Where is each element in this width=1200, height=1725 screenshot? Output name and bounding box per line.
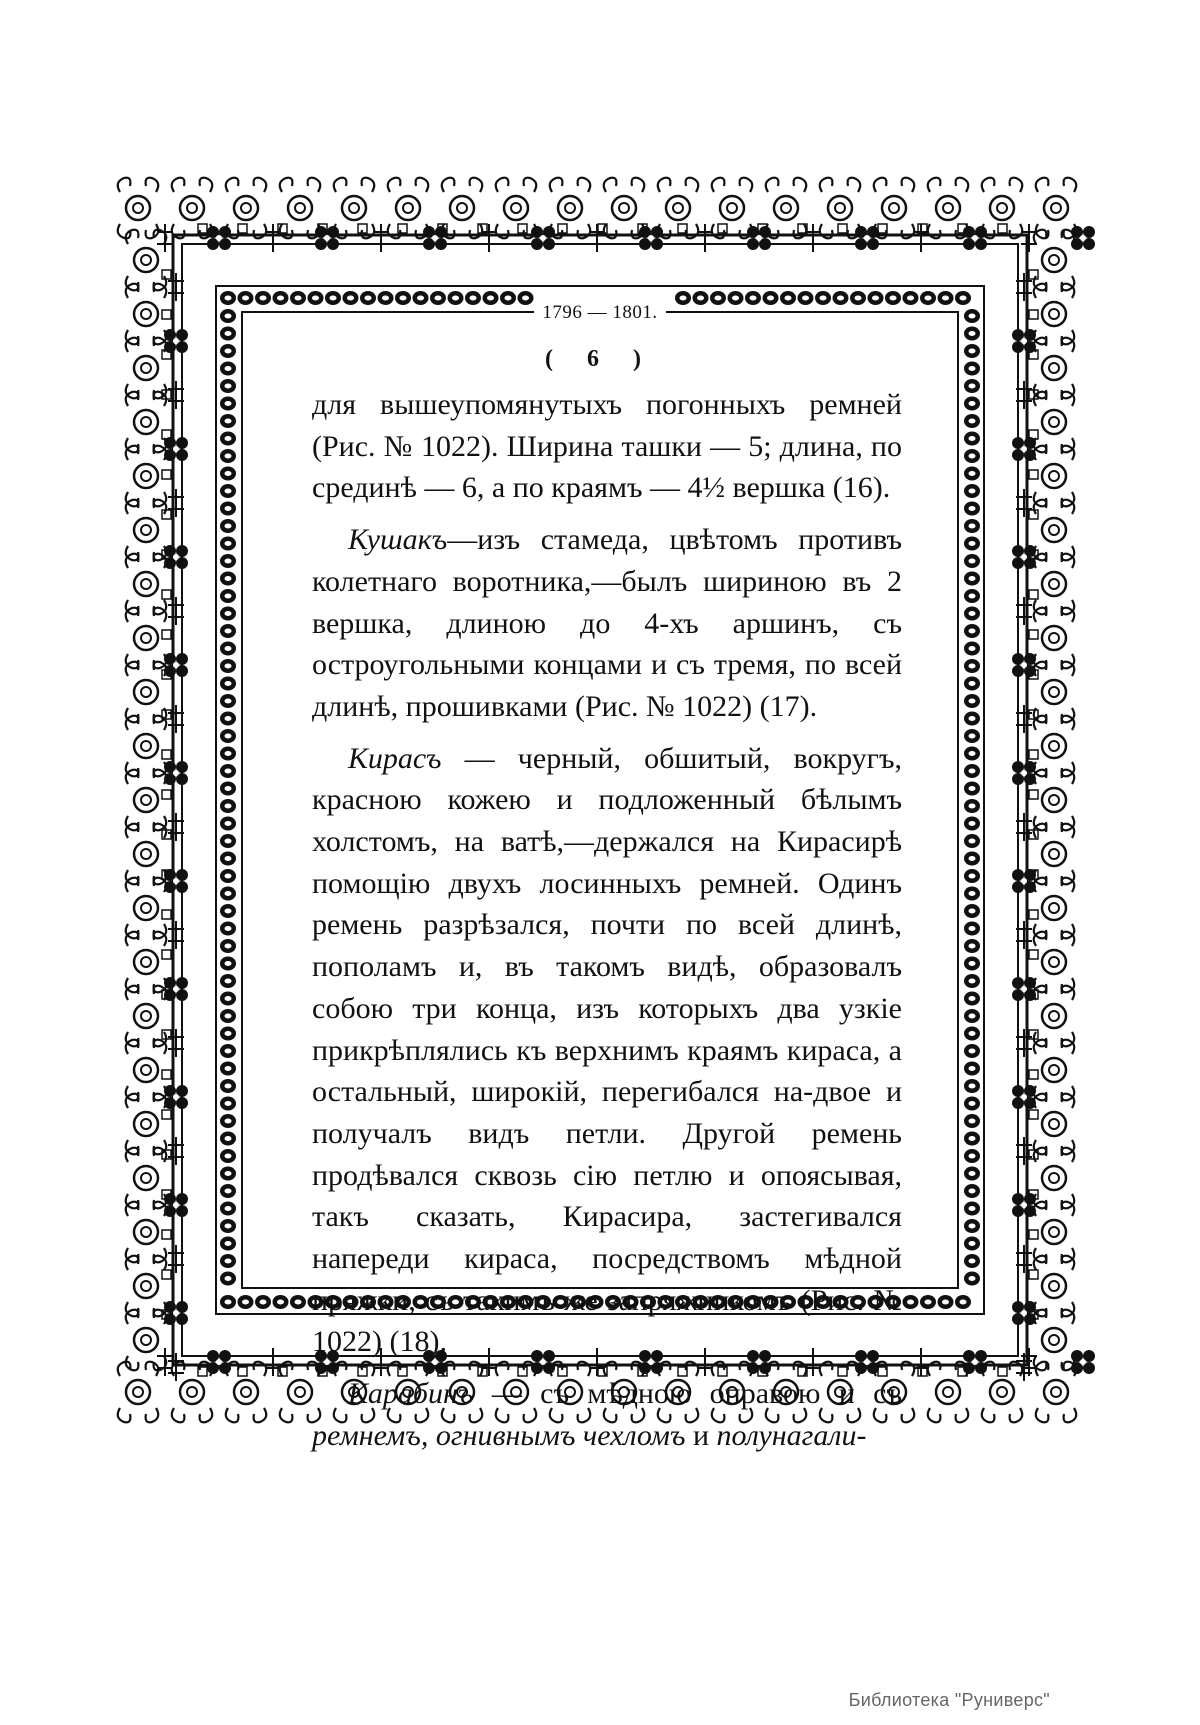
chain-link — [964, 309, 980, 323]
chain-link — [964, 1149, 980, 1163]
chain-link — [964, 747, 980, 761]
chain-link — [220, 554, 236, 568]
page-number: ( 6 ) — [545, 346, 655, 372]
chain-link — [964, 659, 980, 673]
ornament-scroll — [1034, 878, 1075, 939]
ornament-scroll — [126, 230, 167, 291]
ornament-scroll — [928, 178, 969, 239]
chain-link — [938, 1295, 954, 1309]
ornament-scroll — [126, 1202, 167, 1263]
ornament-scroll — [388, 178, 429, 239]
ornament-scroll — [126, 662, 167, 723]
chain-link — [220, 1149, 236, 1163]
chain-link — [964, 327, 980, 341]
ornament-scroll — [126, 1094, 167, 1155]
ornament-flower — [697, 224, 713, 252]
chain-link — [964, 1202, 980, 1216]
ornament-scroll — [874, 178, 915, 239]
chain-link — [220, 537, 236, 551]
ornament-scroll — [1034, 824, 1075, 885]
chain-link — [903, 1295, 919, 1309]
chain-link — [238, 1295, 254, 1309]
chain-link — [964, 1079, 980, 1093]
ornament-scroll — [1034, 716, 1075, 777]
chain-link — [220, 1272, 236, 1286]
chain-link — [964, 607, 980, 621]
chain-link — [220, 922, 236, 936]
ornament-flower — [423, 226, 447, 250]
ornament-flower — [1012, 1301, 1036, 1325]
paragraph-1 — [312, 384, 902, 509]
chain-link — [964, 904, 980, 918]
chain-link — [964, 414, 980, 428]
ornament-scroll — [126, 392, 167, 453]
chain-link — [220, 1202, 236, 1216]
chain-link — [964, 1097, 980, 1111]
ornament-flower — [164, 653, 188, 677]
ornament-scroll — [1034, 446, 1075, 507]
paragraph-3-lead: Кирасъ — [348, 741, 442, 775]
chain-link — [964, 869, 980, 883]
chain-link — [220, 1295, 236, 1309]
ornament-scroll — [126, 446, 167, 507]
chain-link — [964, 939, 980, 953]
chain-link — [964, 974, 980, 988]
ornament-flower — [639, 226, 663, 250]
ornament-scroll — [766, 178, 807, 239]
ornament-scroll — [1034, 392, 1075, 453]
ornament-flower — [531, 226, 555, 250]
chain-link — [220, 957, 236, 971]
ornament-scroll — [126, 878, 167, 939]
paragraph-1-text: для вышеупомянутыхъ погонныхъ ремней (Рис. № 1022). Ширина ташки — 5; длина, по срединѣ — 6, а по краямъ — 4½ вершка (16). — [312, 388, 902, 505]
chain-link — [964, 1114, 980, 1128]
chain-link — [964, 1009, 980, 1023]
chain-link — [964, 834, 980, 848]
ornament-scroll — [126, 608, 167, 669]
ornament-scroll — [1034, 284, 1075, 345]
chain-link — [964, 537, 980, 551]
ornament-scroll — [126, 1148, 167, 1209]
chain-link — [964, 589, 980, 603]
chain-link — [220, 1044, 236, 1058]
chain-link — [220, 291, 236, 305]
chain-link — [220, 1184, 236, 1198]
chain-link — [220, 589, 236, 603]
ornament-flower — [1012, 437, 1036, 461]
body-text — [312, 384, 902, 1457]
ornament-scroll — [126, 716, 167, 777]
chain-link — [964, 1272, 980, 1286]
ornament-scroll — [1034, 770, 1075, 831]
ornament-scroll — [982, 1362, 1023, 1423]
ornament-scroll — [820, 178, 861, 239]
chain-link — [220, 572, 236, 586]
ornament-scroll — [1034, 1148, 1075, 1209]
chain-link — [220, 869, 236, 883]
chain-link — [964, 852, 980, 866]
ornament-scroll — [226, 1362, 267, 1423]
chain-link — [220, 397, 236, 411]
ornament-flower — [855, 226, 879, 250]
ornament-flower — [481, 224, 497, 252]
chain-link — [964, 379, 980, 393]
chain-link — [964, 1027, 980, 1041]
chain-link — [220, 309, 236, 323]
ornament-flower — [164, 761, 188, 785]
ornament-flower — [164, 437, 188, 461]
ornament-flower — [164, 1301, 188, 1325]
paragraph-4-join: и — [692, 1418, 710, 1452]
chain-link — [220, 799, 236, 813]
ornament-scroll — [126, 824, 167, 885]
chain-link — [220, 1027, 236, 1041]
paragraph-4-lead: Карабинъ — [348, 1377, 474, 1411]
ornament-flower — [164, 977, 188, 1001]
ornament-scroll — [226, 178, 267, 239]
ornament-scroll — [172, 178, 213, 239]
ornament-flower — [1012, 977, 1036, 1001]
chain-link — [964, 449, 980, 463]
chain-link — [964, 817, 980, 831]
chain-link — [220, 642, 236, 656]
running-header — [250, 299, 950, 327]
chain-link — [964, 642, 980, 656]
chain-link — [220, 712, 236, 726]
chain-link — [220, 624, 236, 638]
chain-link — [290, 1295, 306, 1309]
chain-link — [220, 834, 236, 848]
chain-link — [964, 1062, 980, 1076]
chain-link — [964, 957, 980, 971]
chain-link — [964, 677, 980, 691]
chain-link — [220, 519, 236, 533]
chain-link — [220, 432, 236, 446]
paragraph-3 — [312, 738, 902, 1364]
ornament-scroll — [1034, 500, 1075, 561]
chain-link — [964, 694, 980, 708]
chain-link — [964, 992, 980, 1006]
library-credit: Библиотека "Руниверс" — [848, 1690, 1050, 1710]
chain-link — [220, 992, 236, 1006]
paragraph-4-italic-end: полунагали- — [716, 1418, 867, 1452]
chain-link — [220, 974, 236, 988]
ornament-scroll — [126, 986, 167, 1047]
paragraph-4-italic-tail: ремнемъ, огнивнымъ чехломъ — [312, 1418, 686, 1452]
ornament-scroll — [118, 178, 159, 239]
chain-link — [964, 922, 980, 936]
chain-link — [964, 624, 980, 638]
chain-link — [220, 1009, 236, 1023]
paragraph-4 — [312, 1373, 902, 1456]
chain-link — [964, 799, 980, 813]
chain-link — [964, 1132, 980, 1146]
chain-link — [220, 1219, 236, 1233]
chain-link — [964, 1167, 980, 1181]
chain-link — [964, 782, 980, 796]
ornament-flower — [164, 869, 188, 893]
chain-link — [964, 1254, 980, 1268]
ornament-scroll — [550, 178, 591, 239]
chain-link — [220, 677, 236, 691]
ornament-flower — [164, 1085, 188, 1109]
ornament-scroll — [126, 284, 167, 345]
ornament-scroll — [1034, 1094, 1075, 1155]
chain-link — [220, 747, 236, 761]
chain-link — [220, 414, 236, 428]
ornament-scroll — [1034, 608, 1075, 669]
ornament-flower — [207, 1350, 231, 1374]
paragraph-2-lead: Кушакъ — [348, 523, 448, 557]
chain-link — [220, 1254, 236, 1268]
header-years: 1796 — 1801. — [534, 302, 665, 324]
chain-link — [220, 1167, 236, 1181]
chain-link — [964, 764, 980, 778]
chain-link — [220, 939, 236, 953]
ornament-flower — [157, 224, 173, 252]
chain-link — [220, 659, 236, 673]
chain-link — [220, 449, 236, 463]
ornament-scroll — [1034, 1202, 1075, 1263]
chain-link — [964, 432, 980, 446]
ornament-flower — [373, 224, 389, 252]
ornament-scroll — [442, 178, 483, 239]
ornament-scroll — [126, 932, 167, 993]
ornament-scroll — [1034, 1256, 1075, 1317]
chain-link — [220, 327, 236, 341]
paragraph-3-text: — черный, обшитый, вокругъ, красною кожею и подложенный бѣлымъ холстомъ, на ватѣ,—держался на Кирасирѣ помощію двухъ лосинныхъ ремней. Одинъ ремень разрѣзался, почти по всей длинѣ, пополамъ и, въ такомъ видѣ, образовалъ собою три конца, изъ которыхъ два узкіе прикрѣплялись къ верхнимъ краямъ кираса, а остальный, широкій, перегибался на-двое и получалъ видъ петли. Другой ремень продѣвался сквозь сію петлю и опоясывая, такъ сказать, Кирасира, застегивался напереди кираса, посредствомъ мѣдной пряжки, съ такимъ же запряжникомъ (Рис. № 1022) (18). — [312, 741, 903, 1359]
ornament-flower — [589, 224, 605, 252]
ornament-scroll — [334, 178, 375, 239]
ornament-scroll — [126, 1310, 167, 1371]
paragraph-2-text: —изъ стамеда, цвѣтомъ противъ колетнаго воротника,—былъ шириною въ 2 вершка, длиною до 4-хъ аршинъ, съ остроугольными концами и съ тремя, по всей длинѣ, прошивками (Рис. № 1022) (17). — [312, 523, 902, 723]
chain-link — [964, 1044, 980, 1058]
ornament-scroll — [126, 1040, 167, 1101]
chain-link — [964, 572, 980, 586]
chain-link — [220, 467, 236, 481]
ornament-scroll — [1034, 986, 1075, 1047]
chain-link — [964, 1184, 980, 1198]
chain-link — [255, 1295, 271, 1309]
chain-link — [220, 1097, 236, 1111]
chain-link — [220, 1132, 236, 1146]
ornament-flower — [1012, 545, 1036, 569]
ornament-scroll — [1034, 1040, 1075, 1101]
chain-link — [964, 519, 980, 533]
ornament-flower — [207, 226, 231, 250]
chain-link — [220, 607, 236, 621]
chain-link — [220, 1114, 236, 1128]
ornament-scroll — [1034, 932, 1075, 993]
chain-link — [220, 782, 236, 796]
chain-link — [964, 712, 980, 726]
ornament-flower — [1012, 761, 1036, 785]
ornament-scroll — [126, 1256, 167, 1317]
ornament-scroll — [126, 770, 167, 831]
ornament-flower — [1012, 869, 1036, 893]
chain-link — [920, 1295, 936, 1309]
chain-link — [964, 484, 980, 498]
chain-link — [220, 1079, 236, 1093]
chain-link — [220, 904, 236, 918]
chain-link — [220, 852, 236, 866]
chain-link — [220, 379, 236, 393]
chain-link — [964, 729, 980, 743]
chain-link — [220, 1237, 236, 1251]
ornament-flower — [164, 1193, 188, 1217]
ornament-flower — [1012, 1193, 1036, 1217]
ornament-scroll — [1034, 554, 1075, 615]
paragraph-2 — [312, 519, 902, 728]
chain-link — [955, 1295, 971, 1309]
chain-link — [964, 554, 980, 568]
ornament-flower — [164, 545, 188, 569]
chain-link — [220, 694, 236, 708]
chain-link — [964, 467, 980, 481]
chain-link — [964, 1219, 980, 1233]
chain-link — [220, 484, 236, 498]
ornament-flower — [1012, 653, 1036, 677]
ornament-scroll — [1034, 662, 1075, 723]
chain-link — [220, 1062, 236, 1076]
ornament-scroll — [126, 554, 167, 615]
ornament-scroll — [496, 178, 537, 239]
chain-link — [964, 1237, 980, 1251]
ornament-scroll — [126, 500, 167, 561]
ornament-scroll — [172, 1362, 213, 1423]
chain-link — [964, 397, 980, 411]
chain-link — [220, 817, 236, 831]
chain-link — [964, 887, 980, 901]
chain-link — [220, 887, 236, 901]
ornament-scroll — [928, 1362, 969, 1423]
paragraph-4-text: — съ мѣдною оправою и съ — [491, 1377, 902, 1411]
chain-link — [220, 502, 236, 516]
chain-link — [273, 1295, 289, 1309]
ornament-scroll — [982, 178, 1023, 239]
chain-link — [220, 764, 236, 778]
chain-link — [955, 291, 971, 305]
chain-link — [220, 729, 236, 743]
ornament-scroll — [280, 178, 321, 239]
chain-link — [964, 502, 980, 516]
ornament-scroll — [118, 1362, 159, 1423]
ornament-flower — [1012, 1085, 1036, 1109]
